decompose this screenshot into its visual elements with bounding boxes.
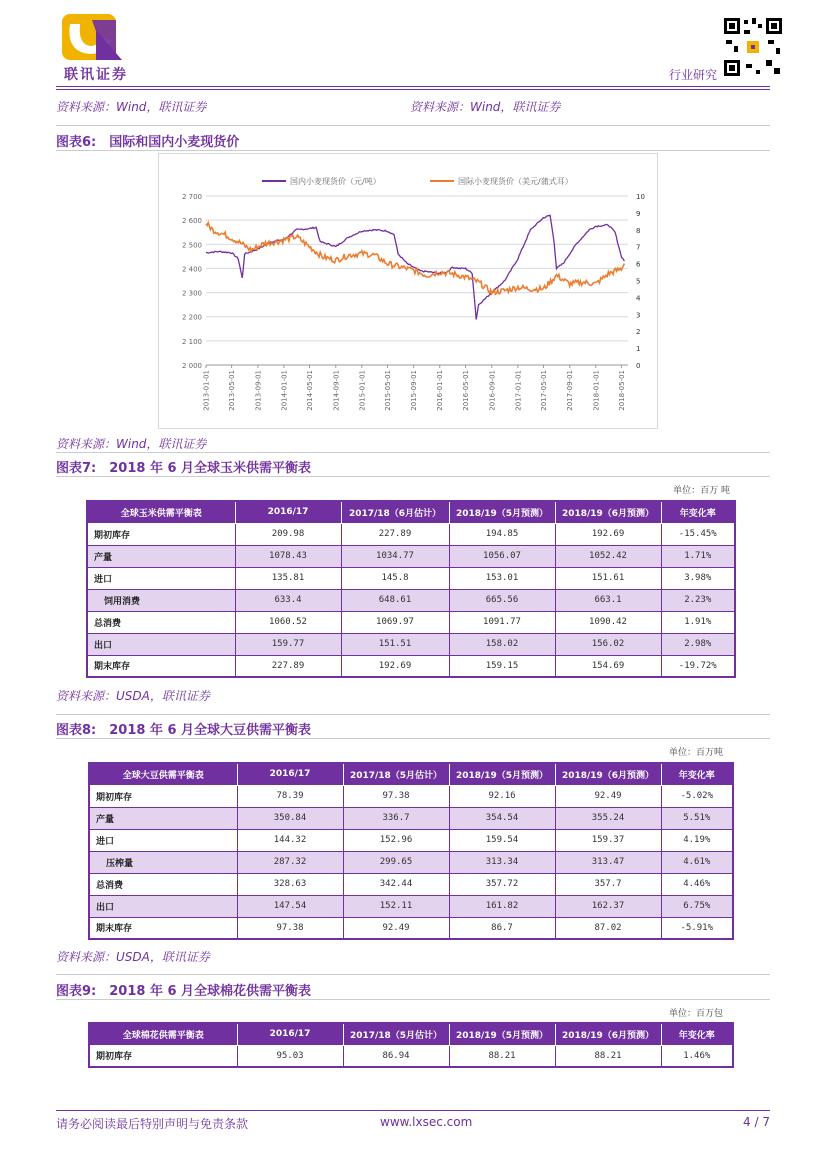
table-row — [89, 873, 733, 895]
table-header-row — [89, 763, 733, 785]
table-row — [89, 917, 733, 939]
table-row — [87, 589, 735, 611]
table-cell: 227.89 — [235, 655, 341, 677]
section-divider — [56, 125, 770, 126]
row-label: 进口 — [89, 829, 237, 851]
table-cell: 92.16 — [449, 785, 555, 807]
table-cell: 154.69 — [555, 655, 661, 677]
logo-text: 联讯证券 — [64, 67, 128, 83]
wheat-price-chart — [158, 153, 658, 429]
table-cell: 350.84 — [237, 807, 343, 829]
table-title-header: 全球大豆供需平衡表 — [89, 763, 237, 785]
y-right-tick-label: 9 — [636, 209, 641, 218]
table-header-row — [89, 1023, 733, 1045]
series-line-international — [206, 223, 624, 295]
y-right-tick-label: 6 — [636, 260, 641, 269]
row-label: 出口 — [87, 633, 235, 655]
x-tick-label: 2014-01-01 — [280, 370, 289, 411]
y-left-tick-label: 2 100 — [181, 337, 202, 346]
series-line-domestic — [206, 215, 624, 319]
figure-title: 图表9: 2018 年 6 月全球棉花供需平衡表 — [56, 984, 312, 999]
row-label: 期初库存 — [89, 1045, 237, 1067]
table-cell: -19.72% — [661, 655, 735, 677]
y-left-tick-label: 2 200 — [181, 313, 202, 322]
row-label: 总消费 — [89, 873, 237, 895]
table-cell: 1056.07 — [449, 545, 555, 567]
table-cell: -15.45% — [661, 523, 735, 545]
source-note: 资料来源：USDA，联讯证券 — [56, 689, 210, 703]
x-tick-label: 2014-09-01 — [332, 370, 341, 411]
x-tick-label: 2015-09-01 — [410, 370, 419, 411]
table-cell: 152.96 — [343, 829, 449, 851]
table-cell: 92.49 — [555, 785, 661, 807]
x-tick-label: 2017-09-01 — [566, 370, 575, 411]
table-row — [87, 633, 735, 655]
table-cell: 665.56 — [449, 589, 555, 611]
y-right-tick-label: 5 — [636, 277, 641, 286]
column-header: 2018/19（5月预测） — [449, 1023, 555, 1045]
disclaimer-link[interactable]: 请务必阅读最后特别声明与免责条款 — [56, 1117, 249, 1131]
source-note: 资料来源：Wind，联讯证券 — [56, 437, 207, 451]
y-right-tick-label: 8 — [636, 226, 641, 235]
table-row — [87, 523, 735, 545]
table-cell: 159.37 — [555, 829, 661, 851]
table-row — [89, 895, 733, 917]
table-row — [87, 545, 735, 567]
table-cell: 633.4 — [235, 589, 341, 611]
table-cell: 159.15 — [449, 655, 555, 677]
chart-series — [206, 215, 624, 319]
column-header: 2016/17 — [237, 763, 343, 785]
table-cell: 663.1 — [555, 589, 661, 611]
website-link[interactable]: www.lxsec.com — [380, 1115, 473, 1129]
table-cell: 2.98% — [661, 633, 735, 655]
table-cell: 5.51% — [661, 807, 733, 829]
x-axis-ticks — [203, 365, 629, 411]
row-label: 期初库存 — [89, 785, 237, 807]
legend-label-international: 国际小麦现货价（美元/蒲式耳） — [458, 177, 573, 186]
y-right-tick-label: 3 — [636, 311, 641, 320]
y-left-tick-label: 2 600 — [181, 217, 202, 226]
table-cell: 1069.97 — [341, 611, 449, 633]
row-label: 出口 — [89, 895, 237, 917]
table-cell: 1060.52 — [235, 611, 341, 633]
table-cell: 86.7 — [449, 917, 555, 939]
table-cell: 87.02 — [555, 917, 661, 939]
table-cell: 162.37 — [555, 895, 661, 917]
x-tick-label: 2013-05-01 — [228, 370, 237, 411]
x-tick-label: 2017-01-01 — [514, 370, 523, 411]
row-label: 期末库存 — [89, 917, 237, 939]
section-divider — [56, 738, 770, 739]
y-right-tick-label: 7 — [636, 243, 641, 252]
table-row — [89, 785, 733, 807]
unit-label: 单位：百万包 — [668, 1009, 723, 1019]
y-right-tick-label: 0 — [636, 362, 641, 370]
section-divider — [56, 476, 770, 477]
footer-divider — [56, 1110, 770, 1111]
x-tick-label: 2015-01-01 — [358, 370, 367, 411]
chart-legend — [262, 176, 573, 186]
row-label: 期初库存 — [87, 523, 235, 545]
section-tag: 行业研究 — [668, 68, 717, 82]
table-row — [87, 567, 735, 589]
table-cell: 1091.77 — [449, 611, 555, 633]
table-cell: 151.61 — [555, 567, 661, 589]
table-cell: 153.01 — [449, 567, 555, 589]
column-header: 2016/17 — [237, 1023, 343, 1045]
table-cell: 648.61 — [341, 589, 449, 611]
x-tick-label: 2016-01-01 — [436, 370, 445, 411]
x-tick-label: 2013-09-01 — [254, 370, 263, 411]
table-cell: 4.46% — [661, 873, 733, 895]
x-tick-label: 2018-05-01 — [617, 370, 626, 411]
table-cell: 354.54 — [449, 807, 555, 829]
figure-title: 图表6: 国际和国内小麦现货价 — [56, 135, 240, 150]
table-cell: 144.32 — [237, 829, 343, 851]
left-axis-ticks — [182, 193, 202, 370]
column-header: 2018/19（5月预测） — [449, 763, 555, 785]
table-cell: 1034.77 — [341, 545, 449, 567]
table-cell: 159.77 — [235, 633, 341, 655]
table-cell: 328.63 — [237, 873, 343, 895]
row-label: 总消费 — [87, 611, 235, 633]
table-cell: 145.8 — [341, 567, 449, 589]
table-cell: 147.54 — [237, 895, 343, 917]
table-cell: 287.32 — [237, 851, 343, 873]
figure-title: 图表7: 2018 年 6 月全球玉米供需平衡表 — [56, 461, 312, 476]
y-left-tick-label: 2 400 — [181, 265, 202, 274]
table-title-header: 全球棉花供需平衡表 — [89, 1023, 237, 1045]
section-divider — [56, 999, 770, 1000]
column-header: 2017/18（5月估计） — [343, 763, 449, 785]
x-tick-label: 2018-01-01 — [592, 370, 601, 411]
table-cell: 88.21 — [555, 1045, 661, 1067]
table-row — [89, 829, 733, 851]
table-cell: -5.02% — [661, 785, 733, 807]
header-divider — [56, 89, 770, 90]
table-cell: 192.69 — [555, 523, 661, 545]
table-cell: 1.91% — [661, 611, 735, 633]
cotton-balance-table — [88, 1022, 734, 1068]
table-cell: 192.69 — [341, 655, 449, 677]
table-title-header: 全球玉米供需平衡表 — [87, 501, 235, 523]
x-tick-label: 2013-01-01 — [202, 370, 211, 411]
column-header: 年变化率 — [661, 1023, 733, 1045]
table-cell: 1.71% — [661, 545, 735, 567]
qr-code-icon — [722, 16, 784, 78]
table-cell: 161.82 — [449, 895, 555, 917]
table-row — [87, 655, 735, 677]
table-cell: 1078.43 — [235, 545, 341, 567]
y-right-tick-label: 1 — [636, 345, 641, 354]
company-logo — [56, 10, 136, 84]
corn-balance-table — [86, 500, 736, 678]
row-label: 进口 — [87, 567, 235, 589]
table-cell: -5.91% — [661, 917, 733, 939]
table-cell: 92.49 — [343, 917, 449, 939]
table-cell: 4.61% — [661, 851, 733, 873]
table-cell: 156.02 — [555, 633, 661, 655]
source-note: 资料来源：Wind，联讯证券 — [410, 100, 561, 114]
column-header: 年变化率 — [661, 763, 733, 785]
table-cell: 1.46% — [661, 1045, 733, 1067]
row-label: 饲用消费 — [87, 589, 235, 611]
table-cell: 151.51 — [341, 633, 449, 655]
column-header: 2018/19（6月预测） — [555, 763, 661, 785]
legend-label-domestic: 国内小麦现货价（元/吨） — [290, 177, 381, 186]
table-cell: 135.81 — [235, 567, 341, 589]
table-cell: 357.7 — [555, 873, 661, 895]
table-cell: 209.98 — [235, 523, 341, 545]
section-divider — [56, 452, 770, 453]
row-label: 产量 — [87, 545, 235, 567]
right-axis-ticks — [636, 193, 645, 370]
table-cell: 88.21 — [449, 1045, 555, 1067]
table-row — [89, 807, 733, 829]
unit-label: 单位：百万吨 — [668, 748, 723, 758]
table-cell: 3.98% — [661, 567, 735, 589]
x-tick-label: 2017-05-01 — [539, 370, 548, 411]
x-tick-label: 2016-09-01 — [488, 370, 497, 411]
row-label: 产量 — [89, 807, 237, 829]
column-header: 2018/19（6月预测） — [555, 501, 661, 523]
table-cell: 342.44 — [343, 873, 449, 895]
y-right-tick-label: 2 — [636, 328, 641, 337]
table-cell: 152.11 — [343, 895, 449, 917]
table-cell: 194.85 — [449, 523, 555, 545]
table-cell: 336.7 — [343, 807, 449, 829]
table-row — [87, 611, 735, 633]
column-header: 2018/19（5月预测） — [449, 501, 555, 523]
table-cell: 2.23% — [661, 589, 735, 611]
table-cell: 313.47 — [555, 851, 661, 873]
y-left-tick-label: 2 300 — [181, 289, 202, 298]
table-cell: 1090.42 — [555, 611, 661, 633]
page-number: 4 / 7 — [743, 1115, 770, 1129]
table-cell: 97.38 — [343, 785, 449, 807]
x-tick-label: 2016-05-01 — [462, 370, 471, 411]
source-note: 资料来源：USDA，联讯证券 — [56, 950, 210, 964]
table-cell: 227.89 — [341, 523, 449, 545]
table-cell: 159.54 — [449, 829, 555, 851]
table-cell: 86.94 — [343, 1045, 449, 1067]
table-cell: 4.19% — [661, 829, 733, 851]
x-tick-label: 2015-05-01 — [383, 370, 392, 411]
section-divider — [56, 974, 770, 975]
unit-label: 单位：百万 吨 — [673, 486, 730, 496]
source-note: 资料来源：Wind，联讯证券 — [56, 100, 207, 114]
table-row — [89, 1045, 733, 1067]
row-label: 压榨量 — [89, 851, 237, 873]
y-left-tick-label: 2 700 — [181, 193, 202, 201]
table-cell: 1052.42 — [555, 545, 661, 567]
y-right-tick-label: 4 — [636, 294, 641, 303]
y-right-tick-label: 10 — [636, 193, 645, 201]
row-label: 期末库存 — [87, 655, 235, 677]
table-cell: 97.38 — [237, 917, 343, 939]
table-row — [89, 851, 733, 873]
column-header: 2018/19（6月预测） — [555, 1023, 661, 1045]
table-cell: 158.02 — [449, 633, 555, 655]
table-cell: 6.75% — [661, 895, 733, 917]
table-cell: 95.03 — [237, 1045, 343, 1067]
table-cell: 357.72 — [449, 873, 555, 895]
figure-title: 图表8: 2018 年 6 月全球大豆供需平衡表 — [56, 723, 312, 738]
soybean-balance-table — [88, 762, 734, 940]
y-left-tick-label: 2 000 — [181, 362, 202, 370]
header-divider — [56, 86, 770, 87]
column-header: 2017/18（6月估计） — [341, 501, 449, 523]
table-cell: 299.65 — [343, 851, 449, 873]
column-header: 2017/18（5月估计） — [343, 1023, 449, 1045]
section-divider — [56, 150, 770, 151]
column-header: 年变化率 — [661, 501, 735, 523]
column-header: 2016/17 — [235, 501, 341, 523]
section-divider — [56, 714, 770, 715]
x-tick-label: 2014-05-01 — [306, 370, 315, 411]
table-header-row — [87, 501, 735, 523]
table-cell: 78.39 — [237, 785, 343, 807]
table-cell: 355.24 — [555, 807, 661, 829]
y-left-tick-label: 2 500 — [181, 241, 202, 250]
table-cell: 313.34 — [449, 851, 555, 873]
